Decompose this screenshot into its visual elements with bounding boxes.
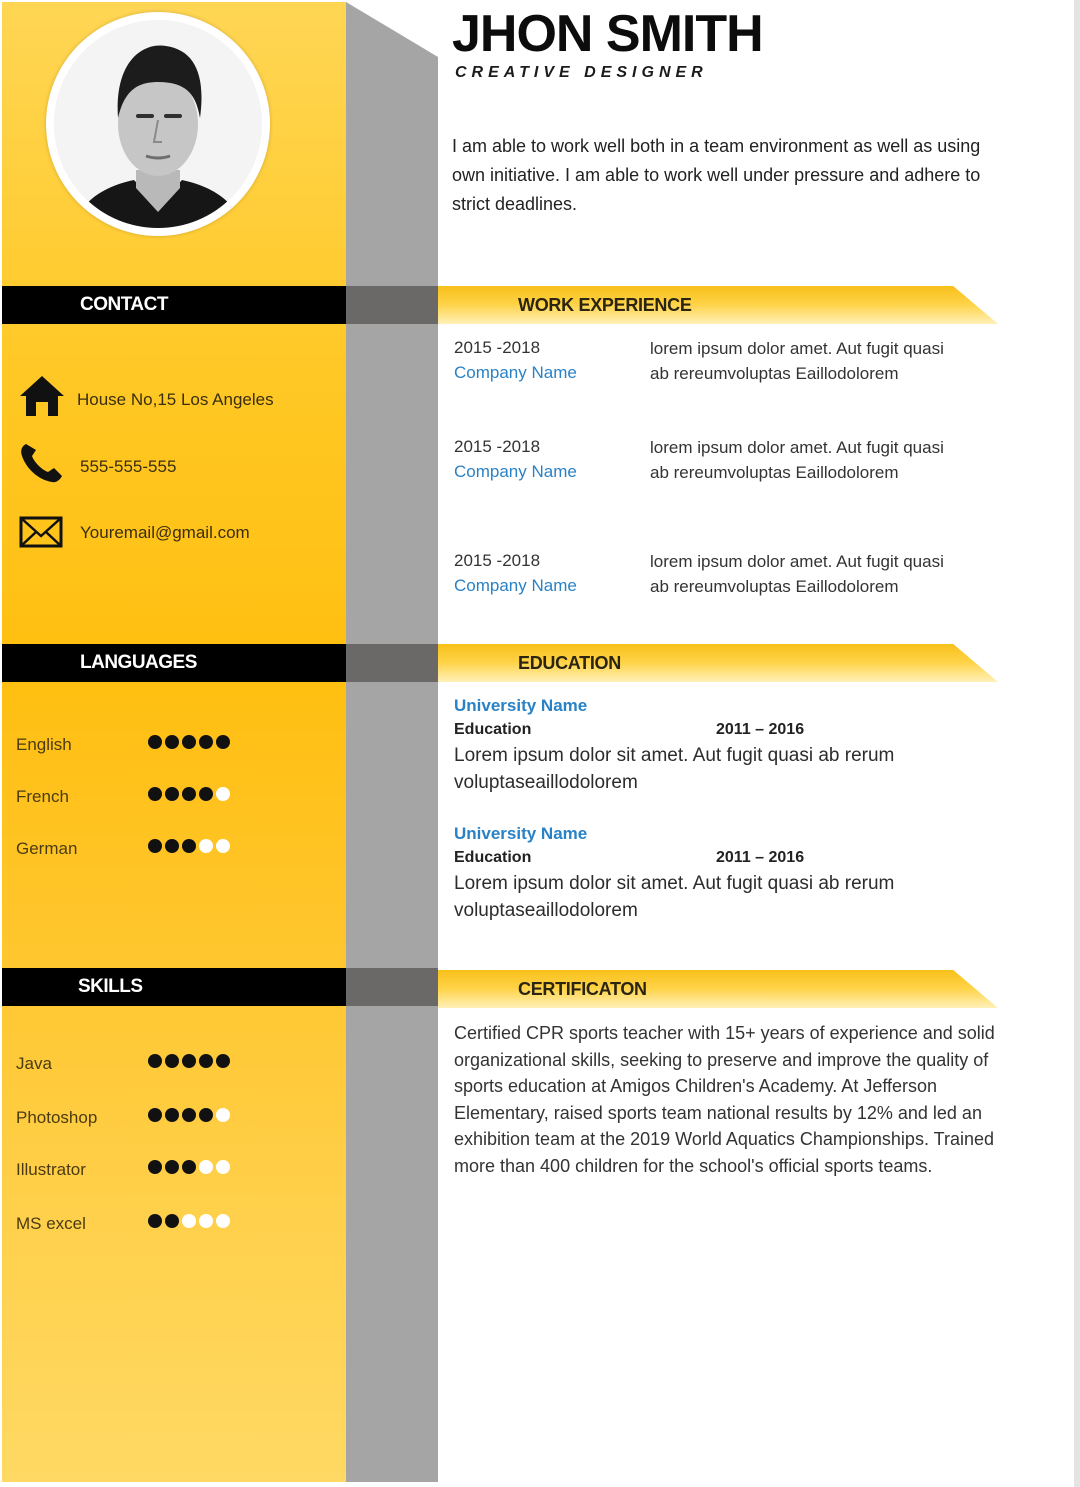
rating-dot-empty (216, 1108, 230, 1122)
education-description: Lorem ipsum dolor sit amet. Aut fugit quasi ab rerum voluptaseaillodolorem (454, 745, 895, 793)
language-name: French (16, 787, 69, 806)
rating-dot-filled (165, 1108, 179, 1122)
contact-heading-grey (346, 286, 438, 324)
rating-dot-filled (148, 1108, 162, 1122)
rating-dot-filled (148, 787, 162, 801)
rating-dot-filled (148, 1054, 162, 1068)
languages-heading (2, 644, 346, 682)
rating-dot-filled (148, 1214, 162, 1228)
rating-dot-filled (148, 839, 162, 853)
contact-address: House No,15 Los Angeles (77, 390, 274, 409)
profile-summary: I am able to work well both in a team environment as well as using own initiative. I am able to work well under pressure and adhere to strict deadlines. (452, 136, 981, 214)
rating-dot-empty (199, 1160, 213, 1174)
rating-dot-filled (165, 1160, 179, 1174)
portrait-image (54, 20, 262, 228)
rating-dot-filled (199, 1054, 213, 1068)
education-description: Lorem ipsum dolor sit amet. Aut fugit quasi ab rerum voluptaseaillodolorem (454, 873, 895, 921)
page-edge (1074, 0, 1080, 1487)
phone-icon (18, 440, 66, 484)
language-rating (148, 787, 230, 801)
skill-name: Photoshop (16, 1108, 98, 1127)
languages-heading-grey (346, 644, 438, 682)
certification-banner (438, 970, 998, 1008)
rating-dot-filled (216, 735, 230, 749)
language-name: German (16, 839, 78, 858)
company-name: Company Name (454, 363, 577, 382)
rating-dot-empty (199, 839, 213, 853)
work-description: lorem ipsum dolor amet. Aut fugit quasi ab rereumvoluptas Eaillodolorem (650, 552, 944, 596)
education-years: 2011 – 2016 (716, 849, 805, 866)
education-years: 2011 – 2016 (716, 721, 805, 738)
skill-rating (148, 1214, 230, 1228)
work-experience-banner (438, 286, 998, 324)
education-banner (438, 644, 998, 682)
envelope-icon (18, 512, 66, 556)
rating-dot-filled (199, 1108, 213, 1122)
skills-heading-grey (346, 968, 438, 1006)
rating-dot-filled (182, 839, 196, 853)
rating-dot-empty (216, 1214, 230, 1228)
contact-heading (2, 286, 346, 324)
rating-dot-filled (165, 787, 179, 801)
skills-heading (2, 968, 346, 1006)
work-years: 2015 -2018 (454, 437, 541, 456)
education-heading: EDUCATION (518, 653, 621, 673)
work-experience-heading: WORK EXPERIENCE (518, 295, 692, 315)
language-name: English (16, 735, 72, 754)
university-name: University Name (454, 696, 588, 715)
contact-phone: 555-555-555 (80, 457, 177, 476)
rating-dot-filled (165, 839, 179, 853)
contact-email[interactable]: Youremail@gmail.com (80, 523, 250, 542)
skill-name: Illustrator (16, 1160, 86, 1179)
rating-dot-filled (165, 735, 179, 749)
grey-strip (346, 2, 438, 1482)
page-title: JHON SMITH (452, 5, 763, 63)
rating-dot-filled (199, 787, 213, 801)
rating-dot-empty (216, 1160, 230, 1174)
rating-dot-filled (199, 735, 213, 749)
skill-rating (148, 1160, 230, 1174)
languages-heading-text: LANGUAGES (80, 652, 197, 673)
rating-dot-empty (216, 839, 230, 853)
rating-dot-empty (199, 1214, 213, 1228)
work-years: 2015 -2018 (454, 551, 541, 570)
home-icon (18, 374, 66, 418)
rating-dot-filled (216, 1054, 230, 1068)
education-label: Education (454, 721, 532, 738)
avatar (54, 20, 262, 228)
rating-dot-filled (182, 1054, 196, 1068)
contact-heading-text: CONTACT (80, 294, 168, 315)
rating-dot-filled (148, 735, 162, 749)
language-rating (148, 839, 230, 853)
rating-dot-filled (165, 1214, 179, 1228)
company-name: Company Name (454, 576, 577, 595)
work-years: 2015 -2018 (454, 338, 541, 357)
job-title: CREATIVE DESIGNER (455, 64, 708, 81)
skill-rating (148, 1108, 230, 1122)
university-name: University Name (454, 824, 588, 843)
company-name: Company Name (454, 462, 577, 481)
skill-name: MS excel (16, 1214, 86, 1233)
rating-dot-filled (182, 1160, 196, 1174)
language-rating (148, 735, 230, 749)
rating-dot-empty (182, 1214, 196, 1228)
work-description: lorem ipsum dolor amet. Aut fugit quasi ab rereumvoluptas Eaillodolorem (650, 339, 944, 383)
work-description: lorem ipsum dolor amet. Aut fugit quasi ab rereumvoluptas Eaillodolorem (650, 438, 944, 482)
rating-dot-filled (165, 1054, 179, 1068)
certification-heading: CERTIFICATON (518, 979, 647, 999)
education-label: Education (454, 849, 532, 866)
rating-dot-empty (216, 787, 230, 801)
rating-dot-filled (182, 735, 196, 749)
rating-dot-filled (182, 1108, 196, 1122)
rating-dot-filled (148, 1160, 162, 1174)
rating-dot-filled (182, 787, 196, 801)
skill-rating (148, 1054, 230, 1068)
certification-text: Certified CPR sports teacher with 15+ years of experience and solid organizational skills, seeking to preserve and improve the quality of sports education at Amigos Children's Academy. At Jefferson Elementary, raised sports team national results by 12% and led an exhibition team at the 2019 World Aquatics Championships. Trained more than 400 children for the school's official sports teams. (454, 1023, 995, 1176)
skills-heading-text: SKILLS (78, 976, 143, 997)
skill-name: Java (16, 1054, 52, 1073)
